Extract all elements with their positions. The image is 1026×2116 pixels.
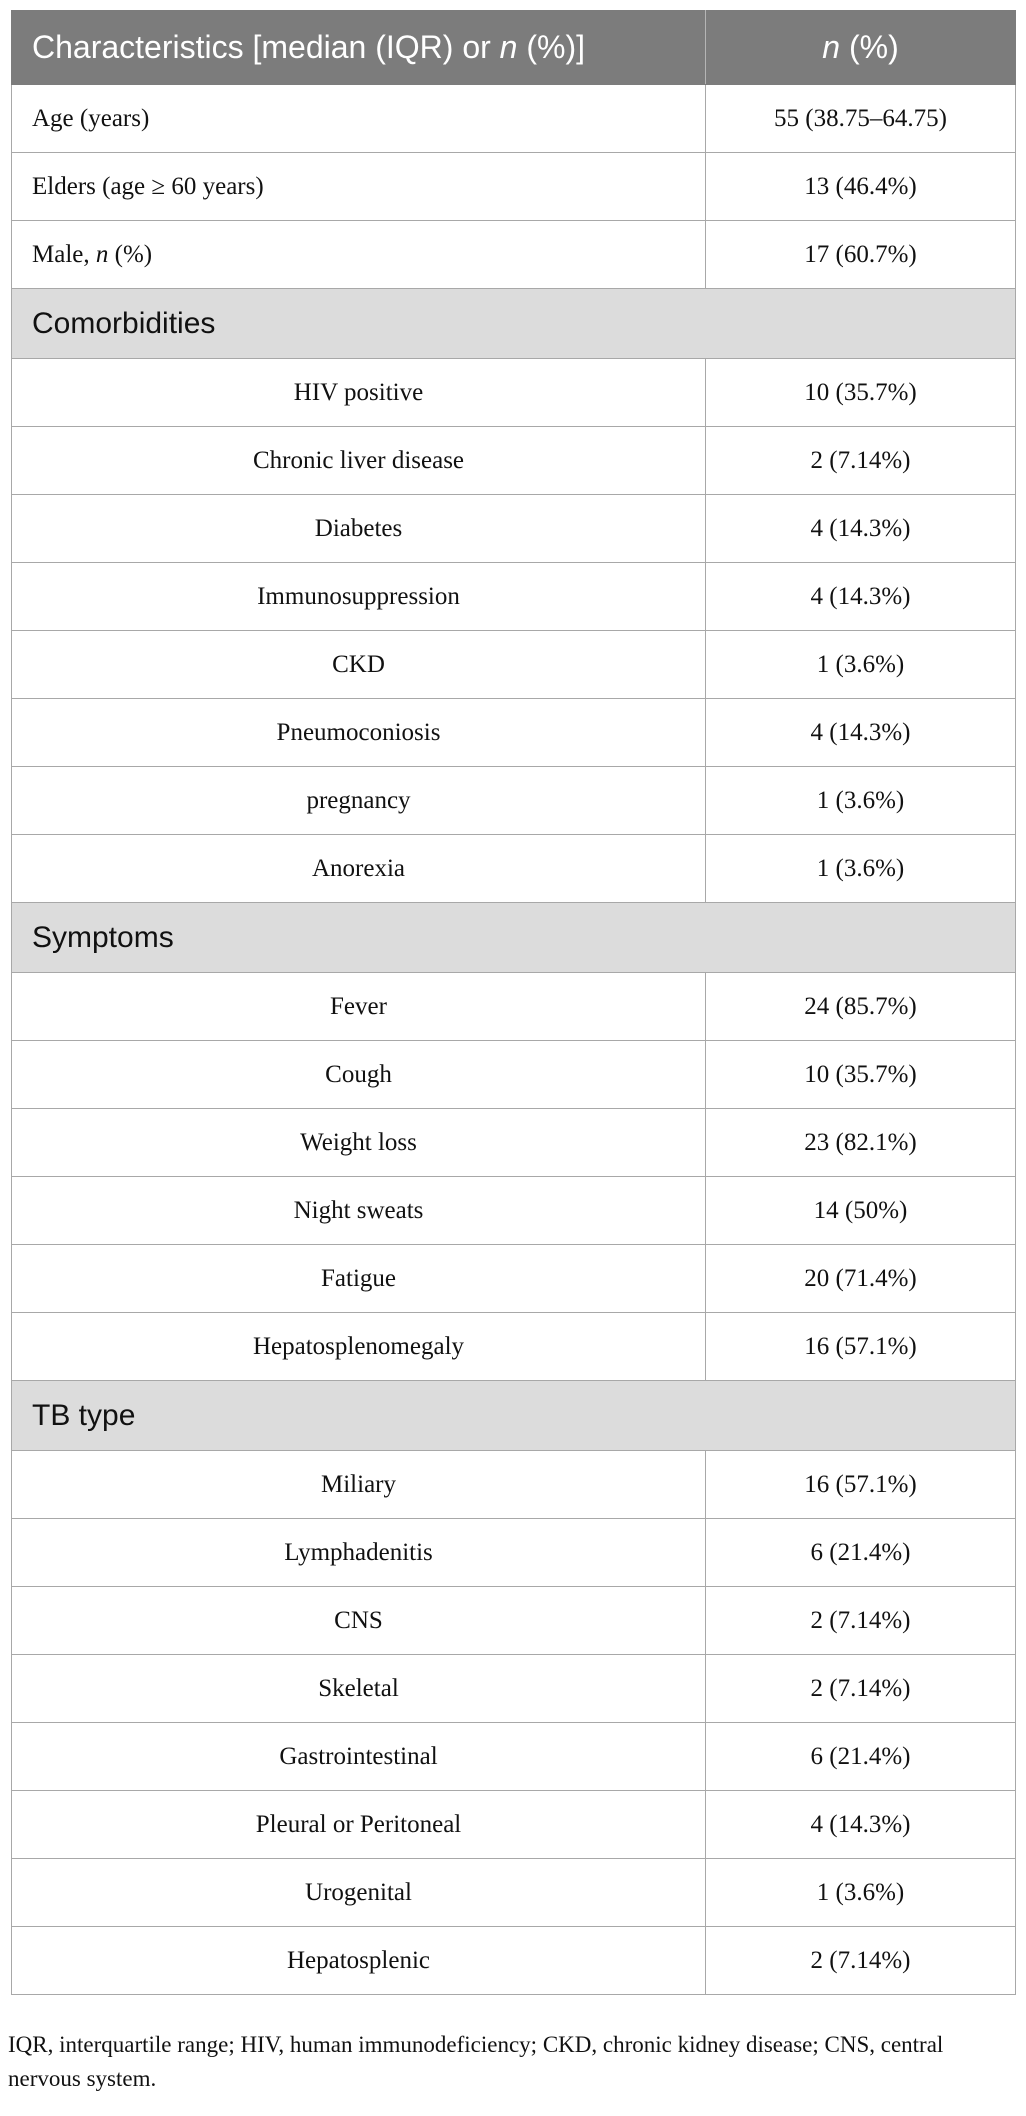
row-label: Hepatosplenic — [12, 1927, 706, 1995]
table-row — [12, 1723, 1016, 1791]
table-row — [12, 1041, 1016, 1109]
table-row — [12, 1791, 1016, 1859]
table-header-row — [12, 11, 1016, 85]
row-value: 17 (60.7%) — [706, 221, 1016, 289]
row-label: Urogenital — [12, 1859, 706, 1927]
row-label: CNS — [12, 1587, 706, 1655]
table-row — [12, 153, 1016, 221]
header-col1-suffix: (%)] — [517, 29, 586, 65]
row-label: Chronic liver disease — [12, 427, 706, 495]
header-col2-suffix: (%) — [840, 29, 899, 65]
row-value: 4 (14.3%) — [706, 1791, 1016, 1859]
row-label: Fever — [12, 973, 706, 1041]
table-row — [12, 1655, 1016, 1723]
row-value: 16 (57.1%) — [706, 1313, 1016, 1381]
section-title: Symptoms — [12, 903, 1016, 973]
table-row — [12, 1927, 1016, 1995]
header-col2-italic: n — [822, 29, 841, 65]
row-value: 1 (3.6%) — [706, 767, 1016, 835]
characteristics-table — [11, 10, 1016, 1995]
row-value: 10 (35.7%) — [706, 359, 1016, 427]
row-value: 55 (38.75–64.75) — [706, 85, 1016, 153]
table-footnote: IQR, interquartile range; HIV, human immunodeficiency; CKD, chronic kidney disease; CNS, central nervous system. — [8, 2032, 944, 2091]
row-label: Night sweats — [12, 1177, 706, 1245]
row-value: 2 (7.14%) — [706, 427, 1016, 495]
row-label: HIV positive — [12, 359, 706, 427]
table-row — [12, 767, 1016, 835]
header-col1-italic: n — [499, 29, 518, 65]
row-label: Anorexia — [12, 835, 706, 903]
row-value: 1 (3.6%) — [706, 631, 1016, 699]
row-label: Diabetes — [12, 495, 706, 563]
row-value: 4 (14.3%) — [706, 699, 1016, 767]
row-label: Elders (age ≥ 60 years) — [12, 153, 706, 221]
table-row — [12, 427, 1016, 495]
row-label: pregnancy — [12, 767, 706, 835]
row-value: 6 (21.4%) — [706, 1723, 1016, 1791]
male-label-suffix: (%) — [108, 240, 153, 268]
row-label: Weight loss — [12, 1109, 706, 1177]
row-value: 2 (7.14%) — [706, 1655, 1016, 1723]
table-row — [12, 835, 1016, 903]
table-row — [12, 631, 1016, 699]
table-row — [12, 1245, 1016, 1313]
row-label: Immunosuppression — [12, 563, 706, 631]
row-label: Age (years) — [12, 85, 706, 153]
row-value: 6 (21.4%) — [706, 1519, 1016, 1587]
row-value: 2 (7.14%) — [706, 1587, 1016, 1655]
male-label-prefix: Male, — [32, 240, 96, 268]
row-label: Cough — [12, 1041, 706, 1109]
row-value: 14 (50%) — [706, 1177, 1016, 1245]
table-row — [12, 1109, 1016, 1177]
section-header-row — [12, 903, 1016, 973]
row-value: 20 (71.4%) — [706, 1245, 1016, 1313]
row-value: 13 (46.4%) — [706, 153, 1016, 221]
section-header-row — [12, 289, 1016, 359]
row-value: 1 (3.6%) — [706, 835, 1016, 903]
row-label: Fatigue — [12, 1245, 706, 1313]
row-value: 16 (57.1%) — [706, 1451, 1016, 1519]
table-row — [12, 1519, 1016, 1587]
row-label: Pleural or Peritoneal — [12, 1791, 706, 1859]
table-row — [12, 973, 1016, 1041]
characteristics-table-container — [11, 10, 1015, 1995]
row-value: 10 (35.7%) — [706, 1041, 1016, 1109]
row-value: 4 (14.3%) — [706, 495, 1016, 563]
table-row — [12, 563, 1016, 631]
header-characteristics — [12, 11, 706, 85]
row-value: 2 (7.14%) — [706, 1927, 1016, 1995]
table-row — [12, 1859, 1016, 1927]
table-row — [12, 85, 1016, 153]
table-row — [12, 1451, 1016, 1519]
table-row — [12, 1313, 1016, 1381]
row-value: 24 (85.7%) — [706, 973, 1016, 1041]
row-label: Pneumoconiosis — [12, 699, 706, 767]
row-label: Skeletal — [12, 1655, 706, 1723]
section-header-row — [12, 1381, 1016, 1451]
row-label: Lymphadenitis — [12, 1519, 706, 1587]
row-label — [12, 221, 706, 289]
table-row — [12, 359, 1016, 427]
table-row — [12, 699, 1016, 767]
table-row — [12, 495, 1016, 563]
row-value: 1 (3.6%) — [706, 1859, 1016, 1927]
row-label: Hepatosplenomegaly — [12, 1313, 706, 1381]
section-title: TB type — [12, 1381, 1016, 1451]
table-row — [12, 1177, 1016, 1245]
row-value: 4 (14.3%) — [706, 563, 1016, 631]
header-col1-prefix: Characteristics [median (IQR) or — [32, 29, 500, 65]
header-n-percent — [706, 11, 1016, 85]
section-title: Comorbidities — [12, 289, 1016, 359]
male-label-italic: n — [95, 240, 109, 268]
table-row — [12, 221, 1016, 289]
row-value: 23 (82.1%) — [706, 1109, 1016, 1177]
table-row — [12, 1587, 1016, 1655]
row-label: Miliary — [12, 1451, 706, 1519]
row-label: Gastrointestinal — [12, 1723, 706, 1791]
row-label: CKD — [12, 631, 706, 699]
